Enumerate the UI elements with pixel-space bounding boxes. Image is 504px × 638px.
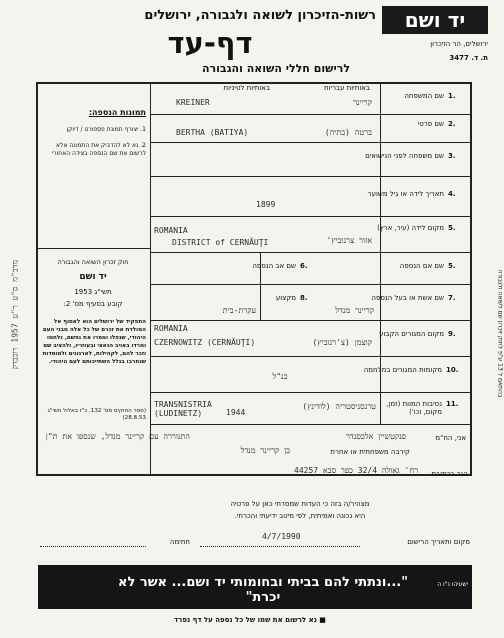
place-date-line (200, 546, 360, 547)
field-7-value: קריינר מנדל (335, 306, 374, 315)
form-subtitle: לרישום חללי השואה והגבורה (201, 62, 350, 75)
row-divider (150, 252, 472, 253)
logo-address: ירושלים, הר הזיכרון (430, 40, 488, 48)
law-year: תשי"ג 1953 (74, 288, 112, 296)
yad-vashem-logo (382, 6, 488, 34)
law-section: קובע בסעיף מס' 2: (63, 300, 123, 308)
field-1-hebrew: קריינר (353, 98, 372, 107)
witness-relation-label: קירבה משפחתית או אחרת (330, 448, 410, 456)
field-7-label: שם אשת או בעל הנספה (371, 294, 444, 302)
field-2-hebrew: ברטה (בתיה) (324, 128, 372, 137)
row-divider (150, 424, 472, 425)
declaration-line-1: מצהיר/ה בזה כי העדות שמסרתי כאן על פרטיה (230, 500, 370, 508)
field-8-number: 8. (300, 294, 308, 302)
form-title: דף-עד (167, 26, 253, 60)
row-divider (150, 176, 472, 177)
field-4-number: 4. (448, 190, 456, 198)
footer-note (100, 616, 400, 624)
photos-title: תמונות הנספה: (88, 108, 146, 117)
signature-line (40, 546, 146, 547)
row-divider (150, 392, 472, 393)
authority-line: רשות-הזיכרון לשואה ולגבורה, ירושלים (144, 8, 376, 23)
field-6-number: 6. (300, 262, 308, 270)
field-7-number: 7. (448, 294, 456, 302)
row-divider (150, 320, 472, 321)
field-9-label: מקום המגורים הקבוע (379, 330, 444, 338)
row-divider (150, 284, 472, 285)
field-4-value: 1899 (256, 200, 276, 209)
field-9-number: 9. (448, 330, 456, 338)
field-5-number: 5. (448, 224, 456, 232)
field-10-number: 10. (446, 366, 459, 374)
law-text: התפקיד של ירושלים הוא לאסוף אל המולדת את זכרם של כל אלה מבני העם היהודי, שנפלו ומסרו את נפשם, נלחמו ומרדו באויב הנאצי ובעוזריו, ולהציב שם וזכר להם, לקהילות, לארגונים ולמוסדות שנחרבו בגלל השתייכותם לעם היהודי. (42, 319, 146, 365)
witness-relation: בן קריינר מנדל (240, 446, 290, 455)
field-9-latin: CZERNOWITZ (CERNĂUŢI) (154, 338, 256, 347)
field-10-label: מקומות המגורים במלחמה (363, 366, 442, 374)
field-6-label: שם אב הנספה (252, 262, 296, 270)
witness-name: פנקטשיין אלכסנדר (345, 432, 406, 441)
quote-banner (38, 565, 472, 609)
field-2-number: 2. (448, 120, 456, 128)
field-5-country: ROMANIA (154, 226, 188, 235)
field-8-label: מקצוע (275, 294, 296, 302)
field-2-latin: BERTHA (BATIYA) (176, 128, 249, 137)
field-3-label: שם משפחה לפני הנישואים (365, 152, 444, 160)
field-1-number: 1. (448, 92, 456, 100)
field-1-label: שם המשפחה (404, 92, 444, 100)
field-mother-number: 5. (448, 262, 456, 270)
banner-source: ישעיהו נ"ו ה (437, 581, 468, 588)
field-8-value: עקרת-בית (222, 306, 256, 315)
field-5-hebrew: אזור צרנוביץ' (326, 236, 372, 245)
right-side-note: בהתאם ל 13 ע"פ לחוק זיכרון שם לשואה ולגבורה (496, 269, 504, 398)
field-1-latin: KREINER (176, 98, 210, 107)
field-2-label: שם פרטי (417, 120, 444, 128)
field-5-label: מקום לידה (עיר, ארץ) (377, 224, 444, 232)
footer-note-text: נא לרשום את שמו של כל נספה על דף נפרד (174, 616, 317, 624)
field-5-latin: DISTRICT of CERNĂUŢI (172, 238, 269, 247)
row-divider (150, 356, 472, 357)
field-10-value: כנ"ל (272, 372, 288, 381)
logo-text: יד ושם (404, 8, 466, 32)
witness-address: רח' גאולה 32/4 כפר סבא 44257 (294, 466, 418, 475)
field-11-label: נסיבות המוות (זמן, מקום, וכו') (386, 400, 442, 416)
witness-relation-left-note: התגוררה עם קריינר מנדל, שנספו את ת"ן (45, 432, 190, 441)
field-11-number: 11. (446, 400, 459, 408)
row-divider (150, 142, 472, 143)
law-title: חוק זכרון השואה והגבורה (57, 258, 129, 266)
logo-pobox: ת. ד. 3477 (449, 54, 488, 62)
place-date-label: מקום ותאריך הרישום (407, 538, 470, 546)
signature-label: חתימה (169, 538, 190, 546)
photo-option-1: 1. יצורף תמונת פספורט / דיוקן (66, 126, 146, 133)
photo-option-2: 2. נא לא להדביק את התמונה אלא לרשום את שם הנספה בצידה האחורי (51, 142, 146, 157)
row-divider (150, 114, 472, 115)
declaration-line-2: היא נכונה ואמיתית, לפי מיטב ידיעתי והכרתי. (234, 512, 366, 520)
place-date: 4/7/1990 (262, 532, 301, 541)
field-11-year: 1944 (226, 408, 246, 417)
field-mother-label: שם אם הנספה (399, 262, 444, 270)
left-handwritten-note: מדב"מ ס"ע ר"ע 1957 רוכבדק (10, 259, 20, 370)
law-name: יד ושם (79, 272, 107, 282)
field-4-label: תאריך לידה או גיל משוער (367, 190, 444, 198)
field-3-number: 3. (448, 152, 456, 160)
field-9-country: ROMANIA (154, 324, 188, 333)
field-9-hebrew: קוצמן (צ'רנוביץ) (312, 338, 372, 347)
hebrew-letters-header: באותיות עבריות (324, 84, 370, 92)
law-source: (ספר החוקים מס' 132, כ"ז באלול תשי"ג 28.8.53) (47, 408, 146, 421)
bullet-icon: ■ (316, 616, 326, 624)
banner-quote: "...ונתתי להם בביתי ובחומותי יד ושם... אשר לא יכרת" (118, 575, 408, 605)
field-11-hebrew: טרנסניסטריה (לודינץ) (302, 402, 376, 411)
witness-address-label: הגר בכתובת (431, 470, 468, 478)
field-11-latin: TRANSNISTRIA (LUDINETZ) (154, 400, 212, 418)
left-panel-split (36, 248, 150, 249)
row-divider (150, 216, 472, 217)
latin-letters-header: באותיות לטיניות (223, 84, 270, 92)
witness-intro-label: אני, הח"מ (435, 434, 466, 442)
